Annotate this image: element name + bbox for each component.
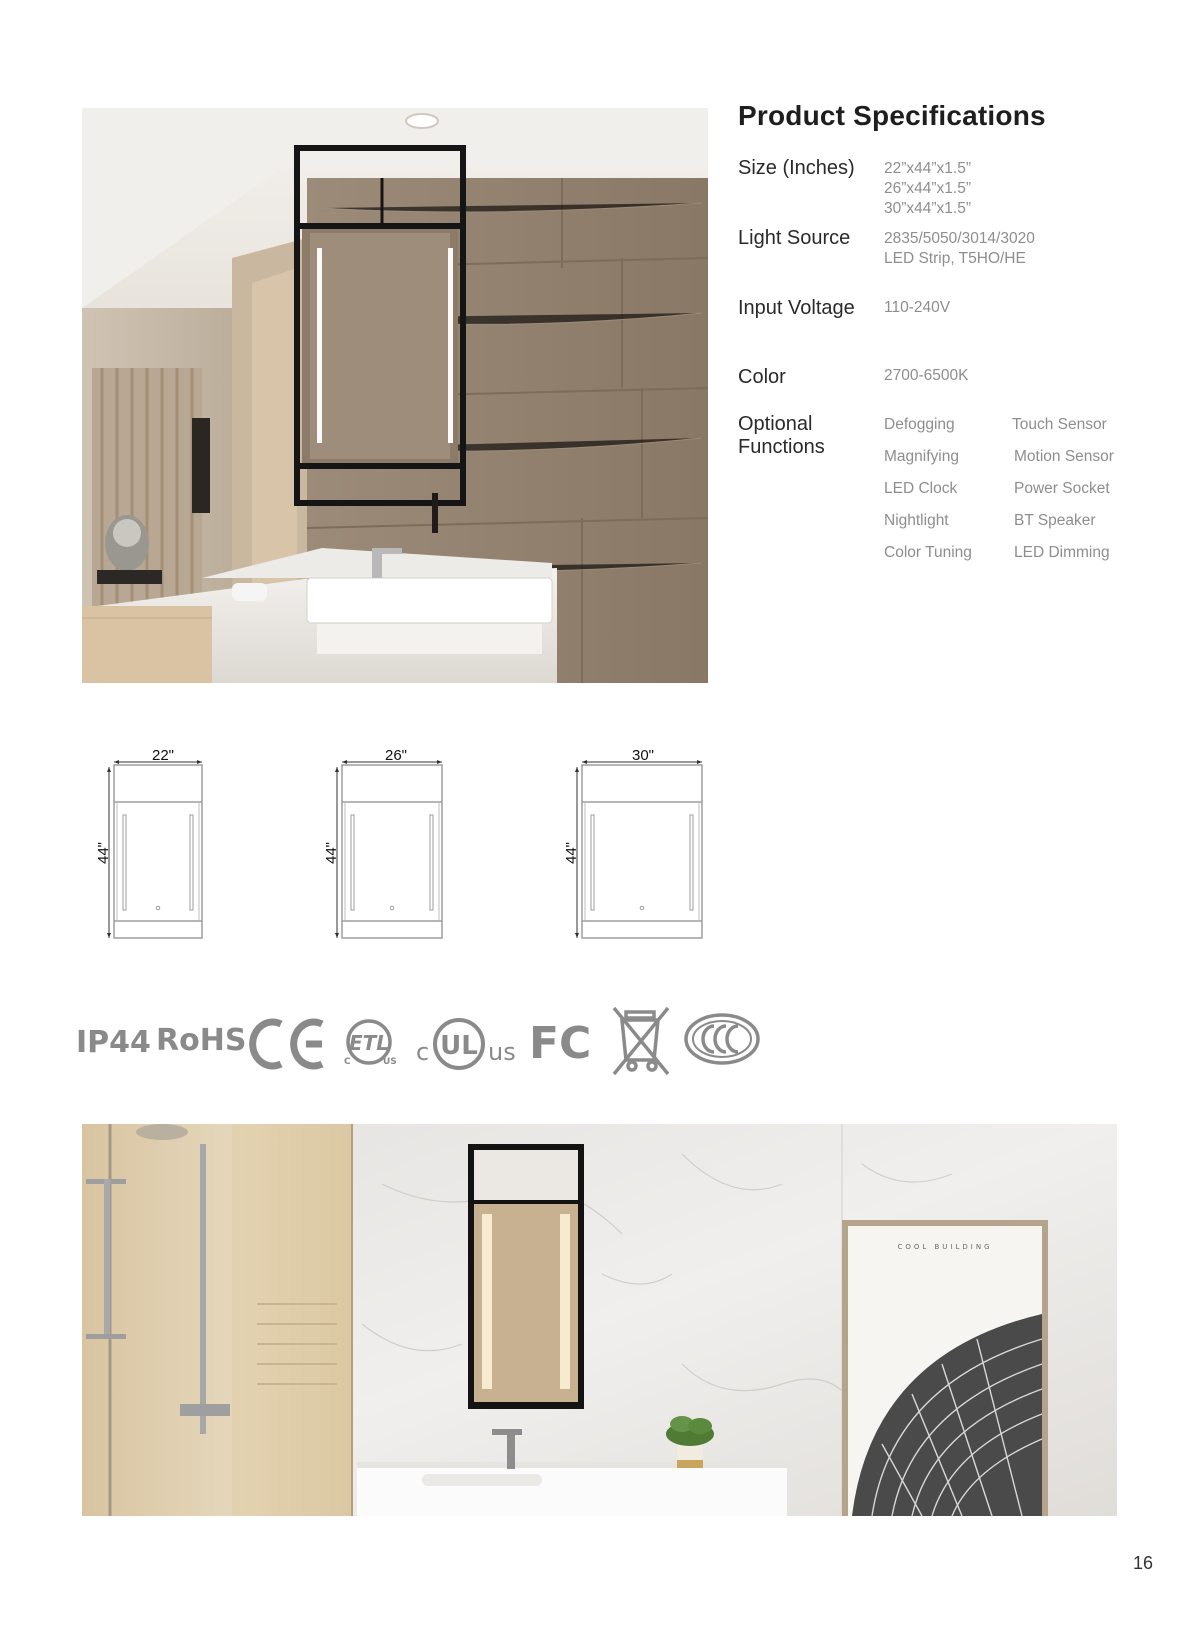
input-voltage-value: 110-240V xyxy=(884,299,951,316)
optional-function: Magnifying xyxy=(884,448,959,465)
svg-text:ETL: ETL xyxy=(348,1031,390,1055)
page-number: 16 xyxy=(1133,1553,1154,1573)
certification-logos xyxy=(74,1006,834,1082)
product-specifications-title: Product Specifications xyxy=(738,100,1046,131)
optional-function: BT Speaker xyxy=(1014,512,1096,529)
size-value: 22”x44”x1.5” xyxy=(884,160,972,177)
optional-function: LED Dimming xyxy=(1014,544,1110,561)
light-source-value: 2835/5050/3014/3020 xyxy=(884,230,1035,247)
ul-listed-icon xyxy=(416,1020,516,1068)
etl-us-label: US xyxy=(383,1057,397,1067)
hero-photo-illustration xyxy=(82,108,708,683)
optional-function: Motion Sensor xyxy=(1014,448,1114,465)
dimension-drawing-22 xyxy=(92,745,212,945)
optional-function: LED Clock xyxy=(884,480,958,497)
width-label: 30" xyxy=(631,747,655,764)
etl-listed-icon xyxy=(344,1021,397,1067)
height-label: 44" xyxy=(95,841,112,865)
light-source-values xyxy=(884,229,1035,269)
size-value: 26”x44”x1.5” xyxy=(884,180,972,197)
svg-text:UL: UL xyxy=(440,1031,478,1061)
optional-label-line: Functions xyxy=(738,436,825,458)
size-label: Size (Inches) xyxy=(738,157,855,179)
etl-c-label: C xyxy=(344,1057,351,1067)
optional-functions-label xyxy=(738,413,888,459)
fc-label: FC xyxy=(529,1018,592,1069)
width-label: 22" xyxy=(151,747,175,764)
fcc-icon xyxy=(529,1018,591,1069)
dimension-drawing-30 xyxy=(560,745,710,945)
light-source-value: LED Strip, T5HO/HE xyxy=(884,250,1026,267)
hero-bathroom-photo xyxy=(82,108,708,683)
optional-label-line: Optional xyxy=(738,413,813,435)
height-label: 44" xyxy=(323,841,340,865)
optional-function: Touch Sensor xyxy=(1012,416,1107,433)
dimension-drawing-26 xyxy=(320,745,450,945)
bottom-bathroom-photo xyxy=(82,1124,1117,1516)
optional-function: Defogging xyxy=(884,416,955,433)
optional-function: Color Tuning xyxy=(884,544,972,561)
width-label: 26" xyxy=(384,747,408,764)
color-label: Color xyxy=(738,366,786,388)
light-source-label: Light Source xyxy=(738,227,851,249)
poster-text: COOL BUILDING xyxy=(897,1243,993,1251)
size-value: 30”x44”x1.5” xyxy=(884,200,972,217)
ul-us-label: us xyxy=(488,1038,516,1066)
rohs-label: RoHS xyxy=(156,1023,247,1058)
color-value: 2700-6500K xyxy=(884,367,969,384)
size-values xyxy=(884,159,971,219)
ccc-icon xyxy=(686,1015,758,1063)
optional-function: Power Socket xyxy=(1014,480,1110,497)
ce-mark-icon xyxy=(253,1022,322,1066)
weee-bin-icon xyxy=(614,1008,668,1074)
bottom-photo-illustration xyxy=(82,1124,1117,1516)
height-label: 44" xyxy=(563,841,580,865)
input-voltage-label: Input Voltage xyxy=(738,297,855,319)
ip44-label: IP44 xyxy=(76,1025,151,1060)
ul-c-label: c xyxy=(416,1038,430,1066)
optional-function: Nightlight xyxy=(884,512,949,529)
